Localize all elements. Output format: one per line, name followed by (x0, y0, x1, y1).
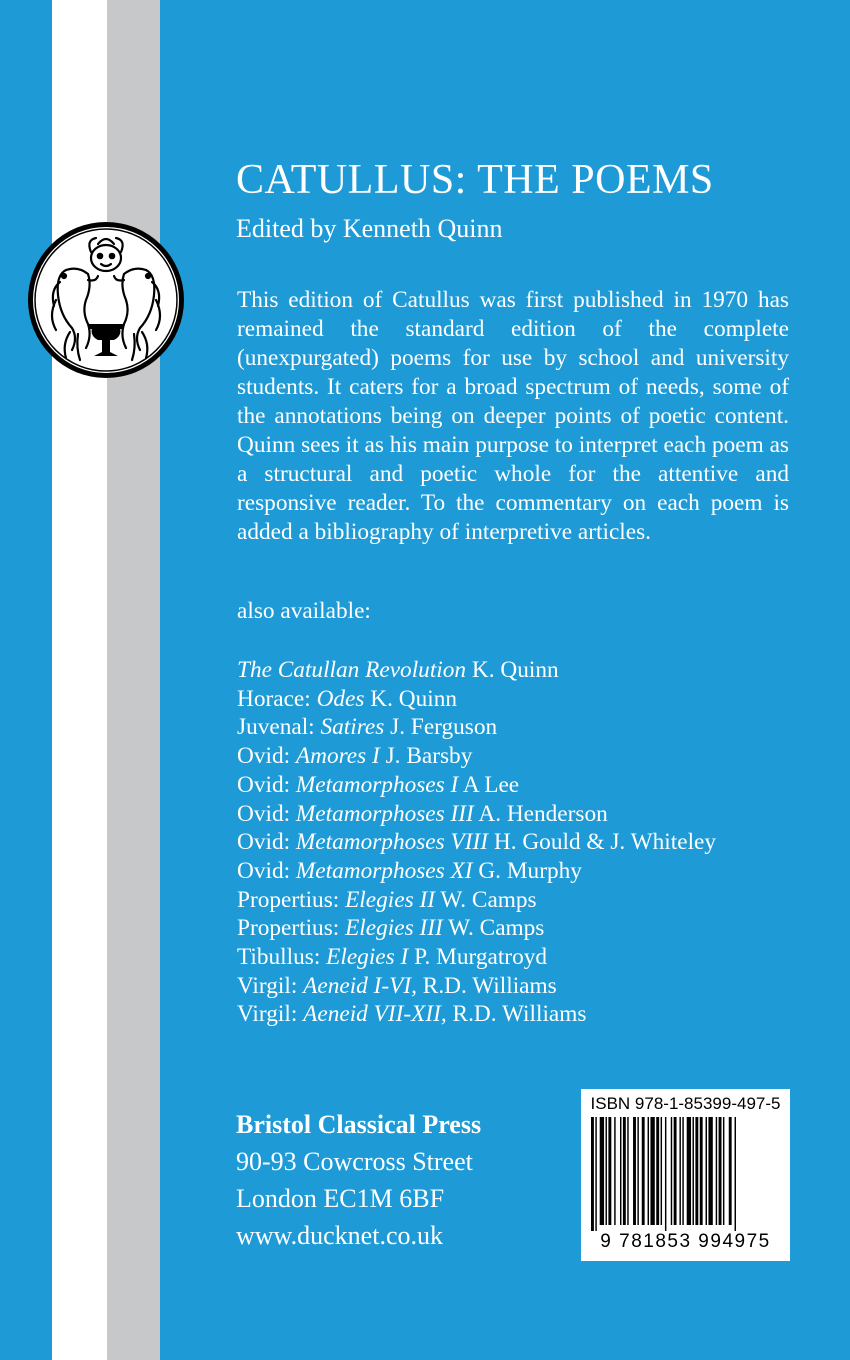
list-item: Virgil: Aeneid I-VI, R.D. Williams (237, 972, 557, 999)
barcode-bar (671, 1117, 672, 1225)
barcode-bar (682, 1117, 683, 1225)
book-title: CATULLUS: THE POEMS (236, 157, 714, 203)
barcode-bar (642, 1117, 645, 1225)
barcode-bars (589, 1117, 782, 1231)
publisher-address-line2: London EC1M 6BF (236, 1184, 445, 1213)
spine-stripe-white (52, 0, 107, 1360)
list-item: Horace: Odes K. Quinn (237, 685, 457, 712)
publisher-block (236, 1106, 481, 1254)
publisher-seal-icon (26, 220, 186, 380)
publisher-name: Bristol Classical Press (236, 1110, 482, 1139)
barcode-bar (608, 1117, 611, 1225)
book-blurb: This edition of Catullus was first published in 1970 has remained the standard edition of the complete (unexpurgated) poems for use by school and university students. It caters for a broad spectrum of needs, some of the annotations being on deeper points of poetic content. Quinn sees it as his main purpose to interpret each poem as a structural and poetic whole for the attentive and responsive reader. To the commentary on each poem is added a bibliography of interpretive articles. (237, 287, 789, 545)
isbn-label: ISBN 978-1-85399-497-5 (590, 1094, 781, 1113)
list-item: Ovid: Metamorphoses I A Lee (237, 771, 520, 798)
barcode-bar (679, 1117, 680, 1225)
publisher-website[interactable]: www.ducknet.co.uk (236, 1221, 443, 1250)
barcode-bar (620, 1117, 621, 1225)
list-item: Ovid: Metamorphoses XI G. Murphy (237, 857, 582, 884)
barcode-bar (606, 1117, 607, 1225)
barcode-bar (648, 1117, 649, 1225)
barcode-bar (723, 1117, 724, 1225)
barcode-bar (623, 1117, 626, 1225)
list-item: Ovid: Amores I J. Barsby (237, 743, 473, 770)
list-item: Virgil: Aeneid VII-XII, R.D. Williams (237, 1001, 587, 1028)
barcode-bar (708, 1117, 712, 1225)
book-editor: Edited by Kenneth Quinn (236, 214, 503, 243)
barcode-bar (591, 1117, 594, 1231)
barcode-bar (627, 1117, 628, 1225)
list-item: Propertius: Elegies II W. Camps (237, 886, 537, 913)
isbn-barcode (581, 1089, 790, 1261)
barcode-bar (614, 1117, 615, 1225)
barcode-bar (719, 1117, 722, 1225)
barcode-bar (650, 1117, 654, 1225)
barcode-bar (735, 1117, 736, 1231)
list-item: Juvenal: Satires J. Ferguson (237, 714, 498, 741)
list-item: Ovid: Metamorphoses III A. Henderson (237, 800, 608, 827)
barcode-bar (706, 1117, 707, 1225)
barcode-bar (729, 1117, 732, 1225)
barcode-bar (687, 1117, 691, 1225)
barcode-bar (665, 1117, 666, 1231)
barcode-bar (693, 1117, 694, 1225)
barcode-bar (637, 1117, 638, 1225)
barcode-bar (600, 1117, 604, 1225)
list-item: The Catullan Revolution K. Quinn (237, 657, 559, 683)
list-item: Propertius: Elegies III W. Camps (237, 915, 545, 942)
list-item: Ovid: Metamorphoses VIII H. Gould & J. Whiteley (237, 829, 717, 856)
barcode-bar (661, 1117, 662, 1225)
barcode-bar (595, 1117, 596, 1231)
barcode-bar (656, 1117, 659, 1225)
spine-stripe-blue (0, 0, 52, 1360)
also-available-list (237, 656, 716, 1029)
list-item: Tibullus: Elegies I P. Murgatroyd (237, 944, 548, 971)
barcode-bar (695, 1117, 698, 1225)
barcode-bar (716, 1117, 717, 1225)
spine-stripe-grey (107, 0, 160, 1360)
barcode-bar (700, 1117, 703, 1225)
barcode-bar (633, 1117, 636, 1225)
barcode-bar (674, 1117, 677, 1225)
also-available-heading: also available: (237, 598, 371, 624)
publisher-address-line1: 90-93 Cowcross Street (236, 1147, 473, 1176)
isbn-digits: 9 781853 994975 (600, 1231, 771, 1252)
